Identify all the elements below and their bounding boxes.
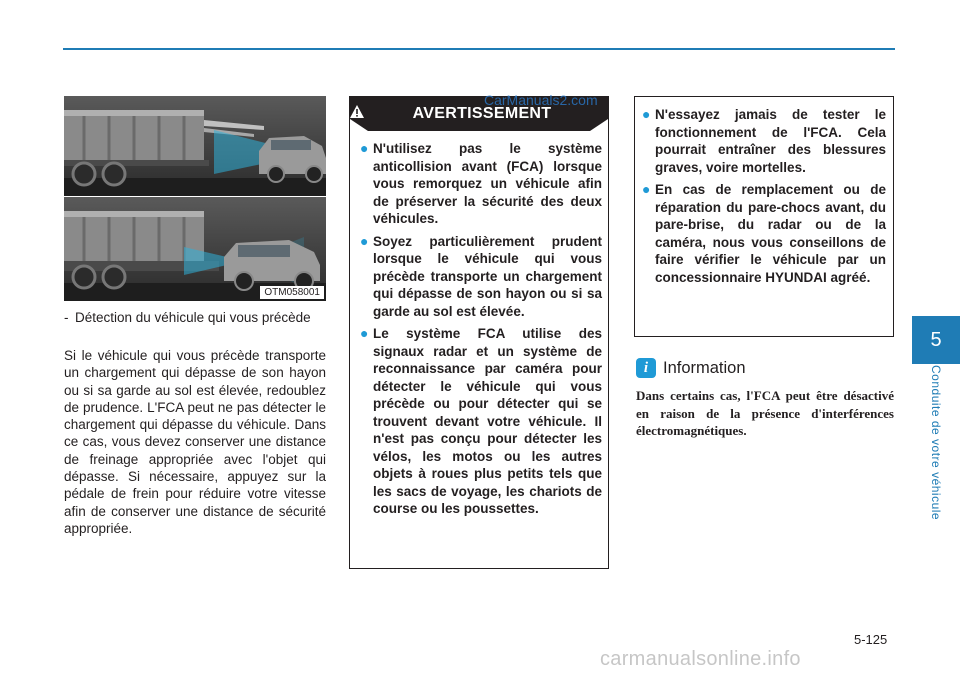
info-title: Information bbox=[663, 359, 746, 377]
footer-watermark: carmanualsonline.info bbox=[600, 648, 801, 670]
list-item: ● N'essayez jamais de tester le fonctionnement de l'FCA. Cela pourrait entraîner des blessures graves, voire mortelles. bbox=[642, 106, 886, 175]
figure-code: OTM058001 bbox=[260, 286, 324, 299]
warning-continued-box bbox=[634, 96, 894, 337]
list-item: ● En cas de remplacement ou de réparation du pare-chocs avant, du pare-brise, du radar ou de la caméra, nous vous conseillons de faire vérifier le véhicule par un concessionnaire HYUNDAI agréé. bbox=[642, 181, 886, 285]
watermark: CarManuals2.com bbox=[484, 92, 598, 108]
figure-caption bbox=[64, 309, 326, 326]
chapter-label: Conduite de votre véhicule bbox=[929, 365, 943, 521]
caption-text: Détection du véhicule qui vous précède bbox=[75, 310, 311, 325]
list-item: ● N'utilisez pas le système anticollision avant (FCA) lorsque vous remorquez un véhicule afin de préserver la sécurité des deux véhicules. bbox=[360, 140, 602, 226]
info-icon: i bbox=[636, 358, 656, 378]
list-item: ● Soyez particulièrement prudent lorsque le véhicule qui vous précède transporte un chargement qui dépasse de son hayon ou si sa garde au sol est élevée. bbox=[360, 232, 602, 319]
info-text: Dans certains cas, l'FCA peut être désactivé en raison de la présence d'interférences électromagnétiques. bbox=[636, 388, 894, 438]
list-item: ● Le système FCA utilise des signaux radar et un système de reconnaissance par caméra pour détecter le véhicule qui vous précède ou pour détecter qui se trouvent devant votre véhicule. Il n'est pas conçu pour détecter les vélos, les motos ou les autres objets à roues plus petits tels que les sacs de voyage, les chariots de course ou les poussettes. bbox=[360, 325, 602, 516]
header-rule bbox=[63, 48, 895, 50]
caption-dash: - bbox=[64, 310, 69, 325]
warning-box bbox=[349, 96, 609, 569]
bullet-icon: ● bbox=[360, 140, 369, 156]
warning-list bbox=[360, 140, 602, 523]
body-paragraph: Si le véhicule qui vous précède transporte un chargement qui dépasse de son hayon ou si sa garde au sol est élevée, redoublez de prudence. L'FCA peut ne pas détecter le chargement qui dépasse du véhicule. Dans ce cas, vous devez conserver une distance de freinage appropriée avec l'objet qui dépasse. Si nécessaire, appuyez sur la pédale de frein pour réduire votre vitesse afin de conserver une distance de sécurité appropriée. bbox=[64, 348, 326, 536]
chapter-tab: 5 bbox=[912, 316, 960, 364]
warning-continued-list bbox=[642, 106, 886, 291]
truck-radar-illustration-top bbox=[64, 96, 326, 196]
bullet-icon: ● bbox=[360, 325, 369, 341]
bullet-icon: ● bbox=[642, 181, 651, 197]
warning-title: AVERTISSEMENT bbox=[412, 105, 552, 122]
truck-radar-illustration-bottom bbox=[64, 197, 326, 301]
page-number: 5-125 bbox=[854, 632, 888, 647]
bullet-icon: ● bbox=[642, 106, 651, 122]
bullet-icon: ● bbox=[360, 232, 369, 249]
